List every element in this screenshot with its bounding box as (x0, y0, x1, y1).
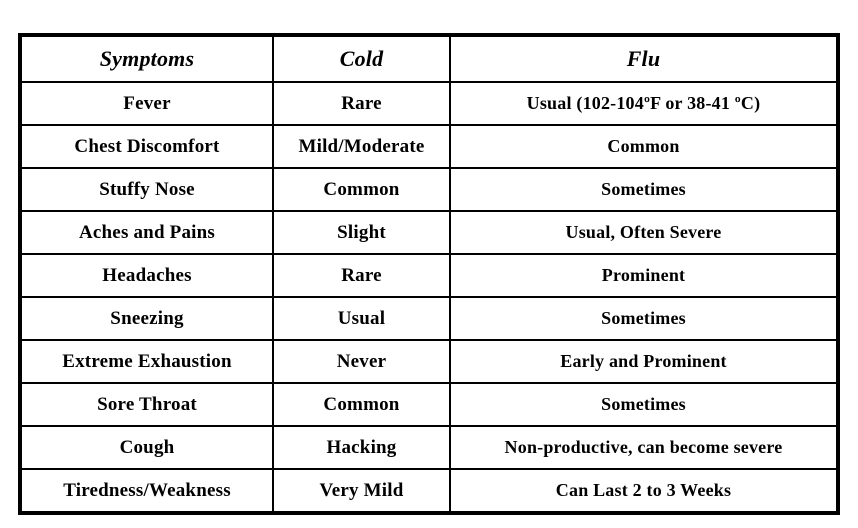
cell-flu: Sometimes (450, 383, 838, 426)
table-row (20, 340, 838, 383)
column-header-cold: Cold (273, 35, 450, 82)
cell-cold: Very Mild (273, 469, 450, 513)
table-row (20, 125, 838, 168)
table-row (20, 383, 838, 426)
table-row (20, 254, 838, 297)
table-header-row (20, 35, 838, 82)
cell-flu: Usual, Often Severe (450, 211, 838, 254)
cell-flu: Sometimes (450, 297, 838, 340)
cell-symptom: Extreme Exhaustion (20, 340, 273, 383)
cell-flu: Prominent (450, 254, 838, 297)
column-header-flu: Flu (450, 35, 838, 82)
table-row (20, 426, 838, 469)
cell-symptom: Headaches (20, 254, 273, 297)
table-header (20, 35, 838, 82)
cell-flu: Early and Prominent (450, 340, 838, 383)
cell-flu: Usual (102-104ºF or 38-41 ºC) (450, 82, 838, 125)
table-row (20, 168, 838, 211)
cell-symptom: Cough (20, 426, 273, 469)
cell-symptom: Aches and Pains (20, 211, 273, 254)
cell-cold: Slight (273, 211, 450, 254)
table-row (20, 211, 838, 254)
cell-symptom: Stuffy Nose (20, 168, 273, 211)
cell-cold: Mild/Moderate (273, 125, 450, 168)
comparison-table-container (18, 33, 840, 515)
cell-symptom: Sneezing (20, 297, 273, 340)
cell-symptom: Tiredness/Weakness (20, 469, 273, 513)
cell-cold: Usual (273, 297, 450, 340)
cell-symptom: Chest Discomfort (20, 125, 273, 168)
cell-cold: Never (273, 340, 450, 383)
table-row (20, 469, 838, 513)
cell-flu: Can Last 2 to 3 Weeks (450, 469, 838, 513)
cell-flu: Non-productive, can become severe (450, 426, 838, 469)
table-body (20, 82, 838, 513)
table-row (20, 82, 838, 125)
cell-cold: Hacking (273, 426, 450, 469)
cell-cold: Rare (273, 82, 450, 125)
column-header-symptoms: Symptoms (20, 35, 273, 82)
table-row (20, 297, 838, 340)
cell-flu: Sometimes (450, 168, 838, 211)
cell-cold: Common (273, 168, 450, 211)
cell-symptom: Sore Throat (20, 383, 273, 426)
cell-cold: Common (273, 383, 450, 426)
cold-vs-flu-table (18, 33, 840, 515)
cell-symptom: Fever (20, 82, 273, 125)
cell-flu: Common (450, 125, 838, 168)
cell-cold: Rare (273, 254, 450, 297)
